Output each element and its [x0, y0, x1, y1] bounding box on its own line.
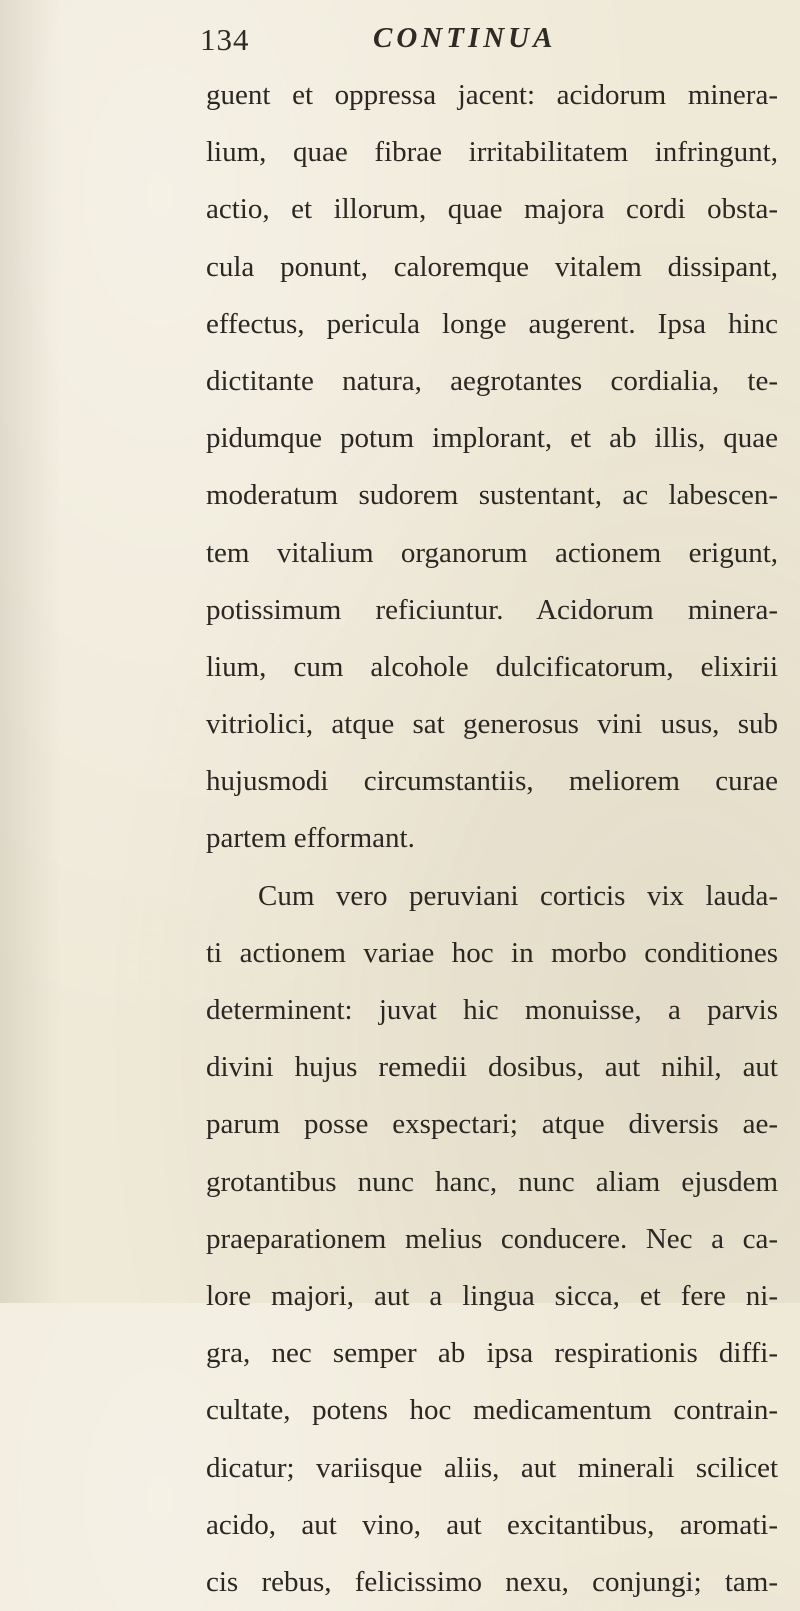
text-line: actio, et illorum, quae majora cordi obsta-	[206, 193, 778, 226]
text-line: divini hujus remedii dosibus, aut nihil, aut	[206, 1051, 778, 1084]
paragraph-first-line: Cum vero peruviani corticis vix lauda-	[258, 879, 778, 912]
text-line: parum posse exspectari; atque diversis ae-	[206, 1108, 778, 1141]
text-line: grotantibus nunc hanc, nunc aliam ejusdem	[206, 1165, 778, 1198]
text-line: lore majori, aut a lingua sicca, et fere ni-	[206, 1279, 778, 1312]
page-number: 134	[200, 22, 250, 57]
page-edge-shadow	[0, 0, 60, 1303]
text-line: pidumque potum implorant, et ab illis, quae	[206, 422, 778, 455]
text-line: guent et oppressa jacent: acidorum minera-	[206, 79, 778, 111]
text-line: potissimum reficiuntur. Acidorum minera-	[206, 593, 778, 626]
body-text	[206, 67, 778, 1611]
text-line: gra, nec semper ab ipsa respirationis diffi-	[206, 1337, 778, 1370]
running-head: CONTINUA	[373, 22, 557, 54]
text-line: determinent: juvat hic monuisse, a parvis	[206, 994, 778, 1026]
text-line: vitriolici, atque sat generosus vini usus, sub	[206, 708, 778, 741]
text-line: tem vitalium organorum actionem erigunt,	[206, 536, 778, 569]
text-line: dictitante natura, aegrotantes cordialia, te-	[206, 364, 778, 397]
text-line: moderatum sudorem sustentant, ac labescen-	[206, 479, 778, 512]
text-line: hujusmodi circumstantiis, meliorem curae	[206, 765, 778, 798]
text-line: cultate, potens hoc medicamentum contrain-	[206, 1394, 778, 1427]
text-line: dicatur; variisque aliis, aut minerali scilicet	[206, 1451, 778, 1484]
text-line: cula ponunt, caloremque vitalem dissipant,	[206, 250, 778, 283]
page-header	[0, 22, 800, 62]
text-line: ti actionem variae hoc in morbo conditiones	[206, 936, 778, 969]
text-line: effectus, pericula longe augerent. Ipsa hinc	[206, 307, 778, 340]
text-line: lium, quae fibrae irritabilitatem infringunt,	[206, 136, 778, 169]
text-line: lium, cum alcohole dulcificatorum, elixirii	[206, 650, 778, 683]
text-line: praeparationem melius conducere. Nec a ca-	[206, 1222, 778, 1255]
text-line: partem efformant.	[206, 822, 415, 855]
text-line: cis rebus, felicissimo nexu, conjungi; tam-	[206, 1565, 778, 1598]
text-line: acido, aut vino, aut excitantibus, aromati-	[206, 1508, 778, 1541]
